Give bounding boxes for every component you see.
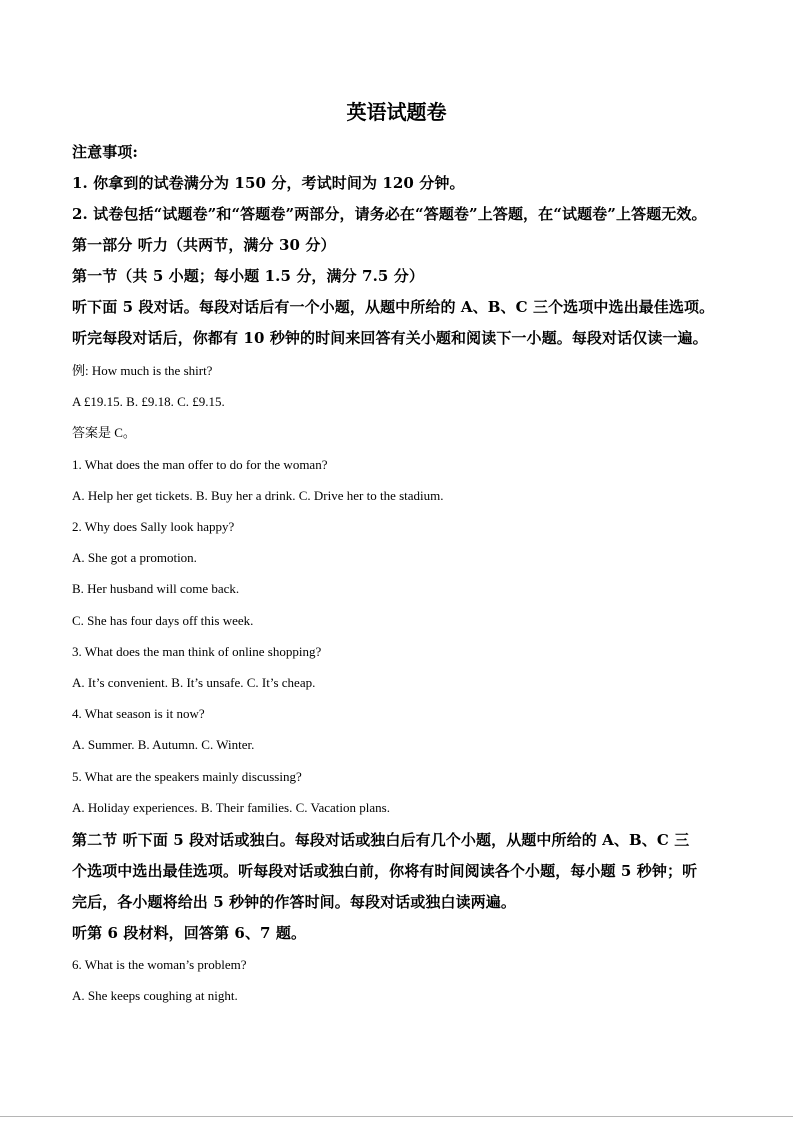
material-6-heading: 听第 6 段材料，回答第 6、7 题。 [72, 924, 307, 942]
notice-item-2: 2. 试卷包括“试题卷”和“答题卷”两部分，请务必在“答题卷”上答题，在“试题卷”上答题无效。 [72, 205, 707, 223]
notice-item-1: 1. 你拿到的试卷满分为 150 分，考试时间为 120 分钟。 [72, 174, 465, 192]
question-6: 6. What is the woman’s problem? [72, 957, 247, 972]
section1-heading: 第一节（共 5 小题；每小题 1.5 分，满分 7.5 分） [72, 267, 424, 285]
question-4: 4. What season is it now? [72, 706, 205, 721]
footer-divider [0, 1116, 793, 1117]
question-1-options: A. Help her get tickets. B. Buy her a drink. C. Drive her to the stadium. [72, 488, 444, 503]
question-2-option-b: B. Her husband will come back. [72, 581, 240, 596]
question-5-options: A. Holiday experiences. B. Their families. C. Vacation plans. [72, 800, 390, 815]
question-3: 3. What does the man think of online shopping? [72, 644, 322, 659]
section2-instruction-line: 个选项中选出最佳选项。听每段对话或独白前，你将有时间阅读各个小题，每小题 5 秒钟；听 [72, 862, 698, 880]
question-3-options: A. It’s convenient. B. It’s unsafe. C. It’s cheap. [72, 675, 316, 690]
question-6-option-a: A. She keeps coughing at night. [72, 988, 238, 1003]
question-4-options: A. Summer. B. Autumn. C. Winter. [72, 737, 255, 752]
notice-heading: 注意事项: [72, 143, 139, 161]
example-question: 例: How much is the shirt? [72, 363, 213, 378]
section1-instruction-line: 听下面 5 段对话。每段对话后有一个小题，从题中所给的 A、B、C 三个选项中选出最佳选项。 [72, 298, 715, 316]
question-1: 1. What does the man offer to do for the woman? [72, 457, 328, 472]
question-5: 5. What are the speakers mainly discussing? [72, 769, 302, 784]
question-2-option-a: A. She got a promotion. [72, 550, 197, 565]
page-title: 英语试题卷 [346, 100, 447, 124]
part1-heading: 第一部分 听力（共两节，满分 30 分） [72, 236, 336, 254]
example-answer: 答案是 C。 [72, 425, 136, 440]
section2-instruction-line: 完后，各小题将给出 5 秒钟的作答时间。每段对话或独白读两遍。 [72, 893, 516, 911]
question-2: 2. Why does Sally look happy? [72, 519, 235, 534]
section1-instruction-line: 听完每段对话后，你都有 10 秒钟的时间来回答有关小题和阅读下一小题。每段对话仅读一遍。 [72, 329, 708, 347]
example-options: A £19.15. B. £9.18. C. £9.15. [72, 394, 225, 409]
question-2-option-c: C. She has four days off this week. [72, 613, 254, 628]
section2-instruction-line: 第二节 听下面 5 段对话或独白。每段对话或独白后有几个小题，从题中所给的 A、B、C 三 [72, 831, 690, 849]
